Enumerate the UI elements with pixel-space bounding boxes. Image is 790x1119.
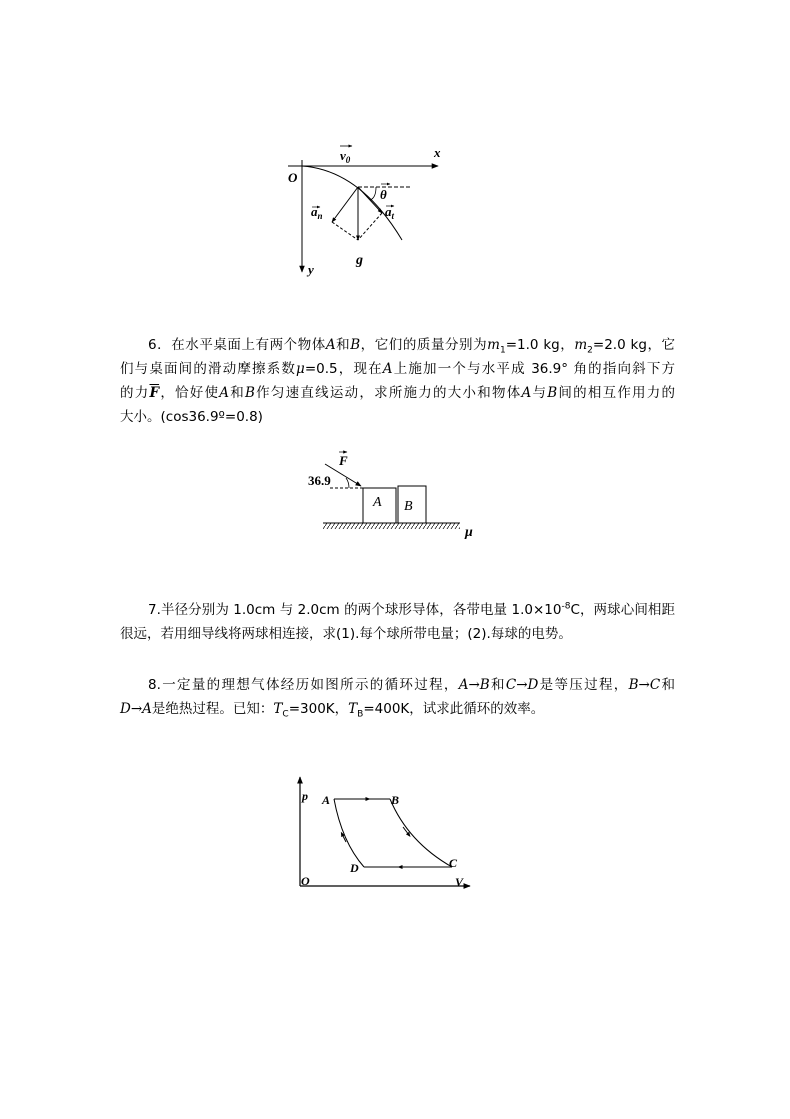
block-a-label: A — [373, 495, 382, 510]
p-axis-label: p — [302, 789, 308, 803]
v0-label: $v_0$ — [340, 148, 351, 165]
dashed-at-to-g — [358, 213, 382, 240]
g-label: g — [356, 253, 363, 268]
origin-label: O — [301, 874, 310, 888]
projectile-diagram — [280, 140, 450, 280]
angle-arc — [346, 478, 349, 488]
mu-label: μ — [465, 525, 473, 540]
process-b-to-c — [390, 799, 452, 867]
problem-6-line-2: 们与桌面间的滑动摩擦系数μ=0.5，现在A上施加一个与水平成 36.9° 角的指向斜下方 — [120, 361, 676, 377]
blocks-diagram — [305, 448, 490, 543]
problem-6-line-1: 6．在水平桌面上有两个物体A和B，它们的质量分别为$m_1=1.0$ kg，$m_2=2.0$ kg，它 — [148, 337, 676, 356]
point-d-label: D — [350, 861, 359, 875]
problem-6-line-3: 的力$\overline{F}$，恰好使A和B作匀速直线运动，求所施力的大小和物体A与B间的相互作用力的 — [120, 385, 676, 401]
pv-cycle-diagram — [290, 772, 480, 897]
origin-label: O — [288, 170, 298, 185]
normal-accel-vector — [332, 187, 358, 222]
problem-6-text — [120, 333, 675, 429]
x-axis-label: x — [434, 145, 441, 160]
an-label: $a_n$ — [311, 204, 323, 221]
problem-8-text — [120, 673, 675, 721]
problem-7-line-2: 很远，若用细导线将两球相连接，求(1).每个球所带电量；(2).每球的电势。 — [120, 626, 572, 642]
point-a-label: A — [322, 793, 331, 807]
problem-7-line-1: 7.半径分别为 1.0cm 与 2.0cm 的两个球形导体，各带电量 $1.0\times 10^{-8}C$，两球心间相距 — [148, 601, 675, 618]
angle-label: 36.9 — [308, 473, 331, 488]
problem-7-text — [120, 598, 675, 646]
force-label: F — [339, 453, 348, 468]
problem-8-line-1: 8.一定量的理想气体经历如图所示的循环过程，A→B和C→D是等压过程，B→C和 — [148, 677, 675, 693]
point-c-label: C — [449, 856, 458, 870]
theta-label: θ — [380, 187, 387, 202]
trajectory-curve — [302, 166, 402, 240]
block-b-label: B — [404, 499, 413, 514]
at-label: $a_t$ — [385, 204, 395, 221]
y-axis-label: y — [308, 262, 314, 277]
problem-8-line-2: D→A是绝热过程。已知：$T_C=300K$，$T_B=400K$，试求此循环的效率。 — [120, 701, 545, 720]
dashed-an-to-g — [332, 222, 358, 240]
theta-arc — [370, 187, 376, 200]
table-hatching — [323, 523, 460, 529]
problem-6-line-4: 大小。(cos36.9º=0.8) — [120, 409, 263, 425]
process-d-to-a — [334, 799, 364, 867]
point-b-label: B — [391, 793, 400, 807]
v-axis-label: V — [455, 875, 464, 889]
